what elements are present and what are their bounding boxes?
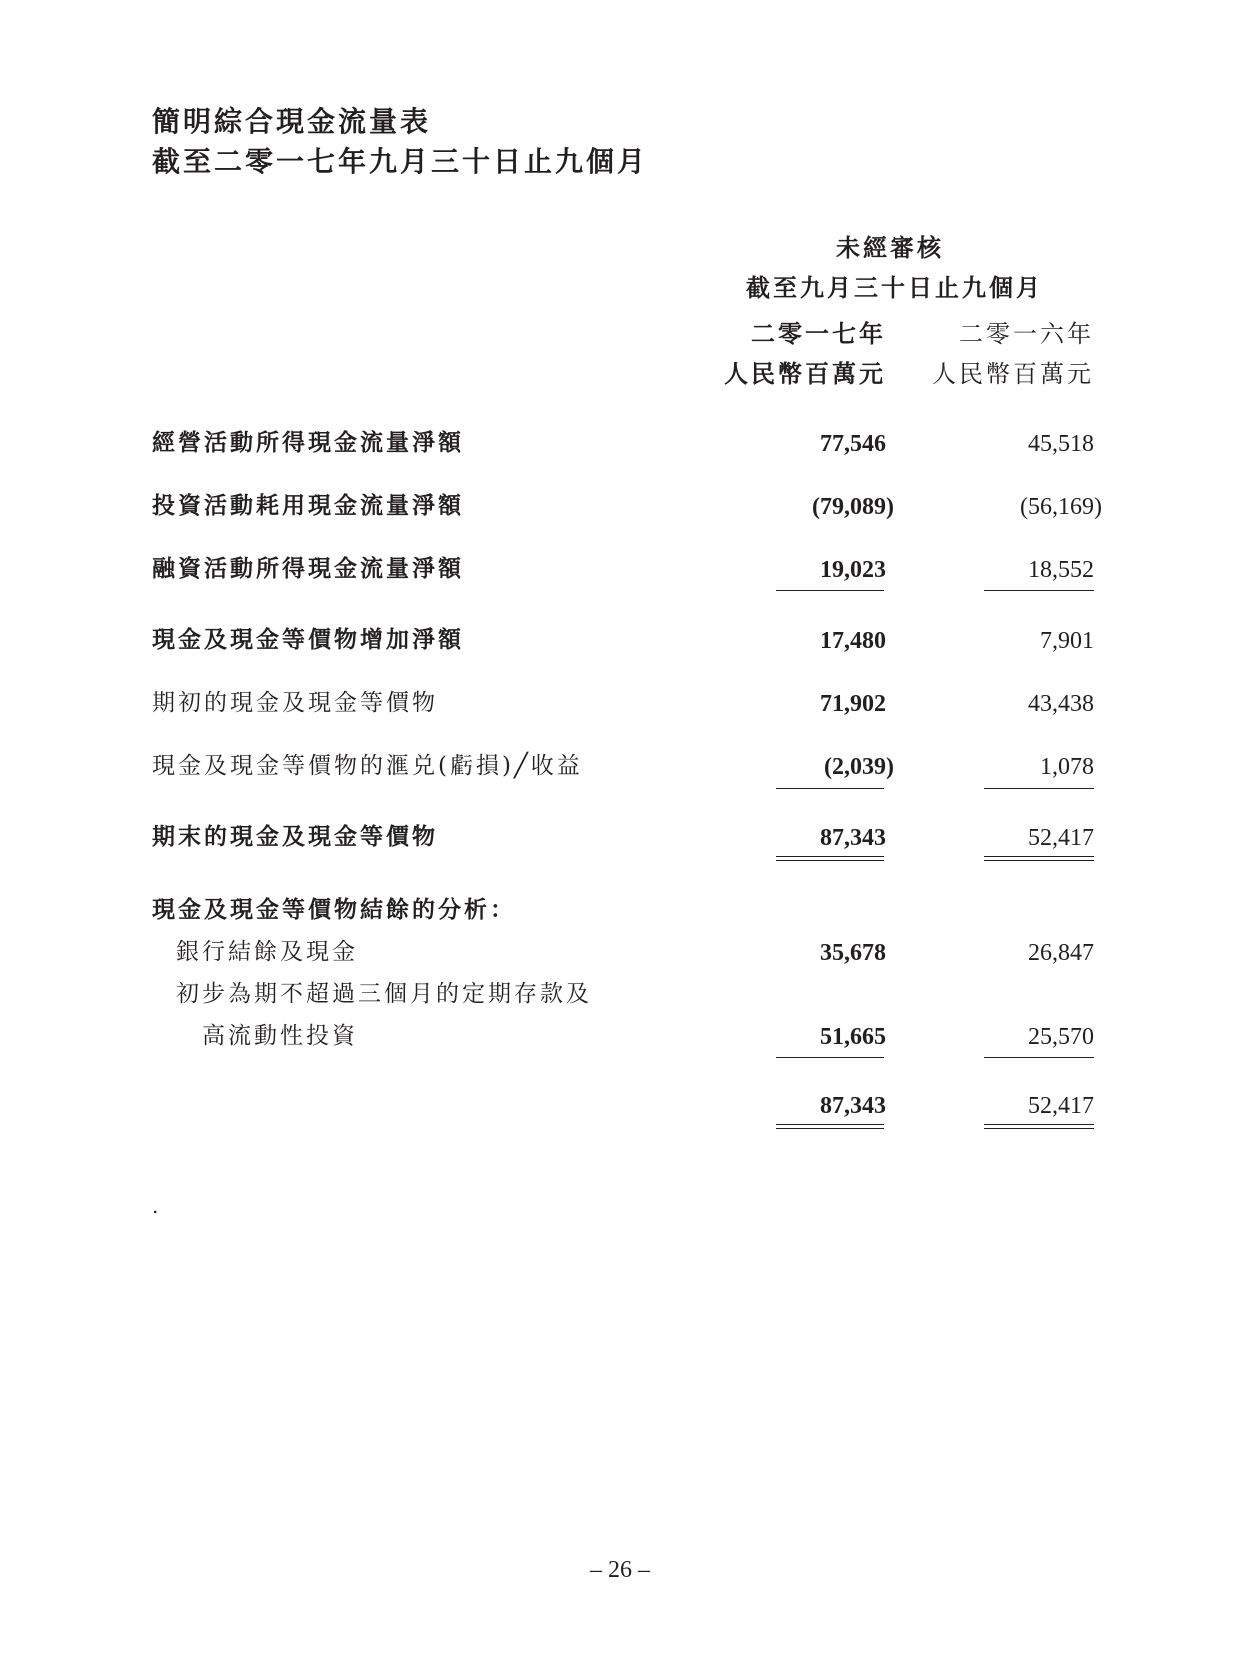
value-net-increase-prior: 7,901 xyxy=(1040,628,1094,654)
value-fx-prior: 1,078 xyxy=(1040,754,1094,780)
value-financing-current: 19,023 xyxy=(820,557,886,583)
footnote-mark: . xyxy=(152,1194,159,1218)
total-double-rule-prior xyxy=(984,856,1094,861)
value-investing-prior: (56,169) xyxy=(1020,494,1102,520)
statement-period-title: 截至二零一七年九月三十日止九個月 xyxy=(152,145,649,178)
row-label-financing: 融資活動所得現金流量淨額 xyxy=(152,556,464,582)
subtotal-rule-prior xyxy=(984,1057,1094,1058)
subtotal-rule-current xyxy=(776,788,884,789)
row-label-deposits: 高流動性投資 xyxy=(202,1023,358,1049)
unit-current-header: 人民幣百萬元 xyxy=(724,360,886,388)
value-bank-prior: 26,847 xyxy=(1028,940,1094,966)
page-number: – 26 – xyxy=(590,1557,650,1583)
value-net-increase-current: 17,480 xyxy=(820,628,886,654)
subtotal-rule-prior xyxy=(984,788,1094,789)
value-analysis-total-prior: 52,417 xyxy=(1028,1093,1094,1119)
value-deposits-prior: 25,570 xyxy=(1028,1024,1094,1050)
value-ending-prior: 52,417 xyxy=(1028,825,1094,851)
value-bank-current: 35,678 xyxy=(820,940,886,966)
year-prior-header: 二零一六年 xyxy=(959,320,1094,348)
total-double-rule-prior xyxy=(984,1124,1094,1129)
value-beginning-prior: 43,438 xyxy=(1028,691,1094,717)
row-label-bank: 銀行結餘及現金 xyxy=(176,939,358,965)
period-header: 截至九月三十日止九個月 xyxy=(746,274,1043,302)
analysis-heading: 現金及現金等價物結餘的分析： xyxy=(152,897,516,923)
value-financing-prior: 18,552 xyxy=(1028,557,1094,583)
audit-status-header: 未經審核 xyxy=(836,234,944,262)
statement-title: 簡明綜合現金流量表 xyxy=(152,105,432,138)
total-double-rule-current xyxy=(776,1124,884,1129)
value-ending-current: 87,343 xyxy=(820,825,886,851)
row-label-operating: 經營活動所得現金流量淨額 xyxy=(152,430,464,456)
subtotal-rule-current xyxy=(776,1057,884,1058)
row-label-ending: 期末的現金及現金等價物 xyxy=(152,824,438,850)
subtotal-rule-prior xyxy=(984,590,1094,591)
value-fx-current: (2,039) xyxy=(824,754,894,780)
total-double-rule-current xyxy=(776,856,884,861)
value-operating-prior: 45,518 xyxy=(1028,431,1094,457)
unit-prior-header: 人民幣百萬元 xyxy=(932,360,1094,388)
value-investing-current: (79,089) xyxy=(812,494,894,520)
value-beginning-current: 71,902 xyxy=(820,691,886,717)
row-label-beginning: 期初的現金及現金等價物 xyxy=(152,690,438,716)
year-current-header: 二零一七年 xyxy=(751,320,886,348)
value-deposits-current: 51,665 xyxy=(820,1024,886,1050)
row-label-investing: 投資活動耗用現金流量淨額 xyxy=(152,493,464,519)
value-analysis-total-current: 87,343 xyxy=(820,1093,886,1119)
row-label-fx: 現金及現金等價物的滙兑(虧損)╱收益 xyxy=(152,753,583,779)
row-label-deposits-line1: 初步為期不超過三個月的定期存款及 xyxy=(176,981,592,1007)
value-operating-current: 77,546 xyxy=(820,431,886,457)
row-label-net-increase: 現金及現金等價物增加淨額 xyxy=(152,627,464,653)
subtotal-rule-current xyxy=(776,590,884,591)
